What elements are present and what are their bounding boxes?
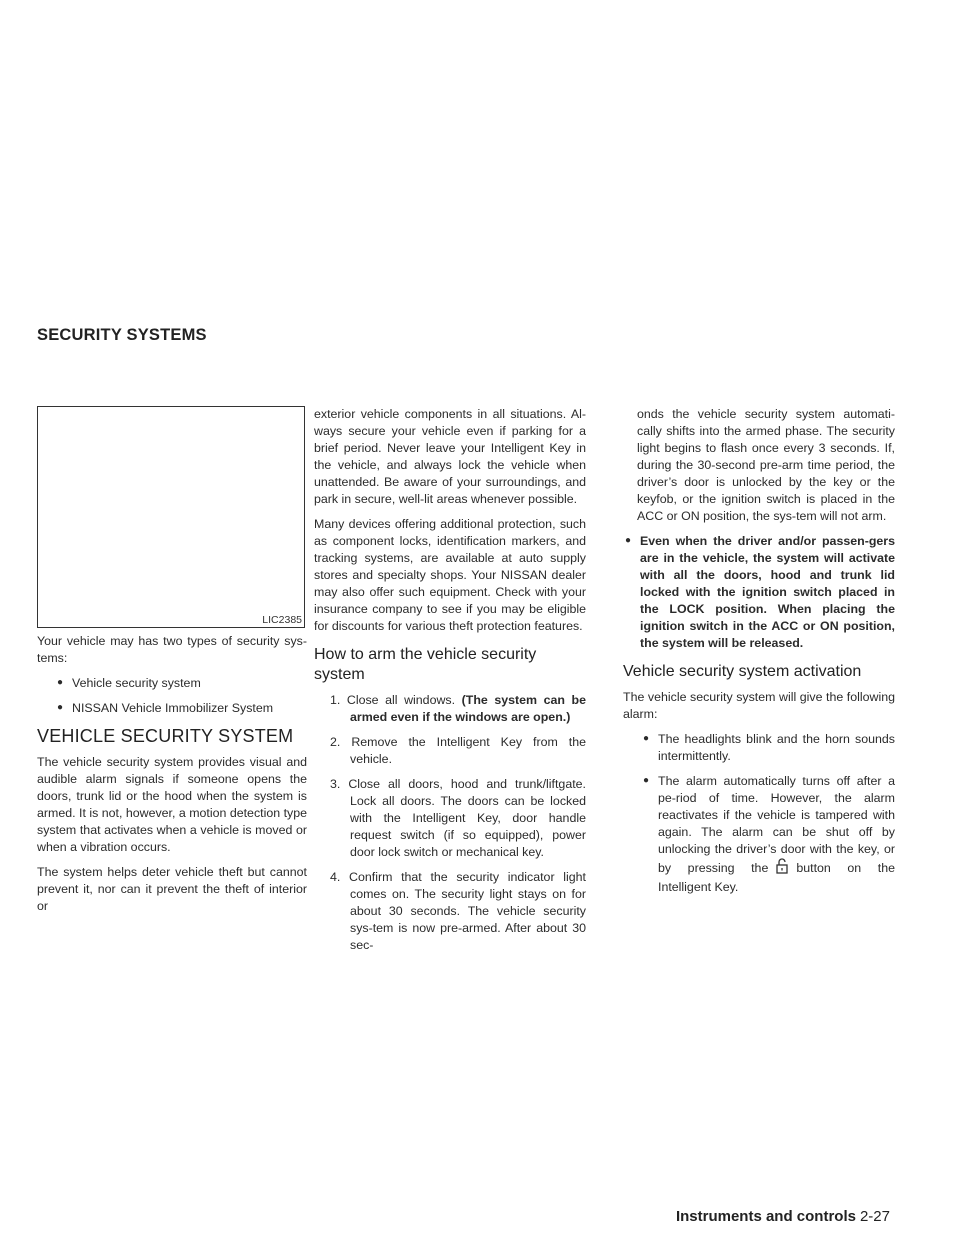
page-number: 2-27 bbox=[859, 1208, 890, 1225]
heading-activation: Vehicle security system activation bbox=[623, 663, 862, 680]
step-note: (The system can be armed even if the windows are open.) bbox=[350, 693, 586, 724]
paragraph: exterior vehicle components in all situations. Al-ways secure your vehicle even if parking for a brief period. Never leave your Intelligent Key in the vehicle, and always lock the vehicle when unattended. Be aware of your surroundings, and park in secure, well-lit areas whenever possible. bbox=[314, 407, 586, 506]
list-item: ● The headlights blink and the horn sounds intermittently. bbox=[623, 731, 895, 765]
paragraph: The vehicle security system will give the following alarm: bbox=[623, 690, 895, 721]
section-title: SECURITY SYSTEMS bbox=[37, 326, 207, 344]
list-item bbox=[314, 692, 586, 726]
paragraph: The system helps deter vehicle theft but cannot prevent it, nor can it prevent the theft of interior or bbox=[37, 865, 307, 913]
column-3 bbox=[623, 406, 895, 904]
list-item: 2. Remove the Intelligent Key from the vehicle. bbox=[330, 735, 586, 766]
column-2 bbox=[314, 406, 586, 962]
bullet-text: button on the Intelligent Key. bbox=[658, 861, 895, 894]
list-item bbox=[623, 773, 895, 896]
list-item: 4. Confirm that the security indicator light comes on. The security light stays on for about 30 seconds. The vehicle security sys-tem is now pre-armed. After about 30 sec- bbox=[330, 870, 586, 952]
paragraph-continued: onds the vehicle security system automati-cally shifts into the armed phase. The security light begins to flash once every 3 seconds. If, during the 30-second pre-arm time period, the driver’s door is unlocked by the key or the keyfob, or the ignition switch is placed in the ACC or ON position, the sys-tem will not arm. bbox=[637, 407, 895, 523]
figure-image bbox=[37, 406, 305, 628]
page-footer bbox=[676, 1208, 890, 1225]
figure-code: LIC2385 bbox=[262, 614, 302, 626]
list-item: ● Vehicle security system bbox=[37, 675, 307, 692]
heading-how-to-arm: How to arm the vehicle security system bbox=[314, 646, 537, 683]
paragraph: Many devices offering additional protection, such as component locks, identification markers, and tracking systems, are available at auto supply stores and specialty shops. Your NISSAN dealer may also offer such equipment. Check with your insurance company to see if you may be eligible for discounts for various theft protection features. bbox=[314, 517, 586, 633]
intro-paragraph: Your vehicle may has two types of security sys-tems: bbox=[37, 634, 307, 665]
column-1 bbox=[37, 633, 307, 923]
list-item: ● NISSAN Vehicle Immobilizer System bbox=[37, 700, 307, 717]
unlock-icon bbox=[768, 858, 796, 879]
paragraph: The vehicle security system provides visual and audible alarm signals if someone opens the doors, trunk lid or the hood when the system is armed. It is not, however, a motion detection type system that activates when a vehicle is moved or when a vibration occurs. bbox=[37, 755, 307, 854]
heading-vehicle-security-system: VEHICLE SECURITY SYSTEM bbox=[37, 726, 294, 746]
list-item: ● Even when the driver and/or passen-gers are in the vehicle, the system will activate with all the doors, hood and trunk lid locked with the ignition switch placed in the LOCK position. When placing the ignition switch in the ACC or ON position, the system will be released. bbox=[623, 533, 895, 652]
step-text: 1. Close all windows. bbox=[330, 693, 456, 707]
footer-title: Instruments and controls bbox=[675, 1208, 856, 1225]
list-item: 3. Close all doors, hood and trunk/liftgate. Lock all doors. The doors can be locked with the Intelligent Key, door handle request switch (if so equipped), power door lock switch or mechanical key. bbox=[330, 777, 586, 859]
bullet-text: The alarm automatically turns off after a pe-riod of time. However, the alarm reactivates if the vehicle is tampered with again. The alarm can be shut off by unlocking the driver’s door with the key, or by pressing the bbox=[658, 774, 895, 875]
